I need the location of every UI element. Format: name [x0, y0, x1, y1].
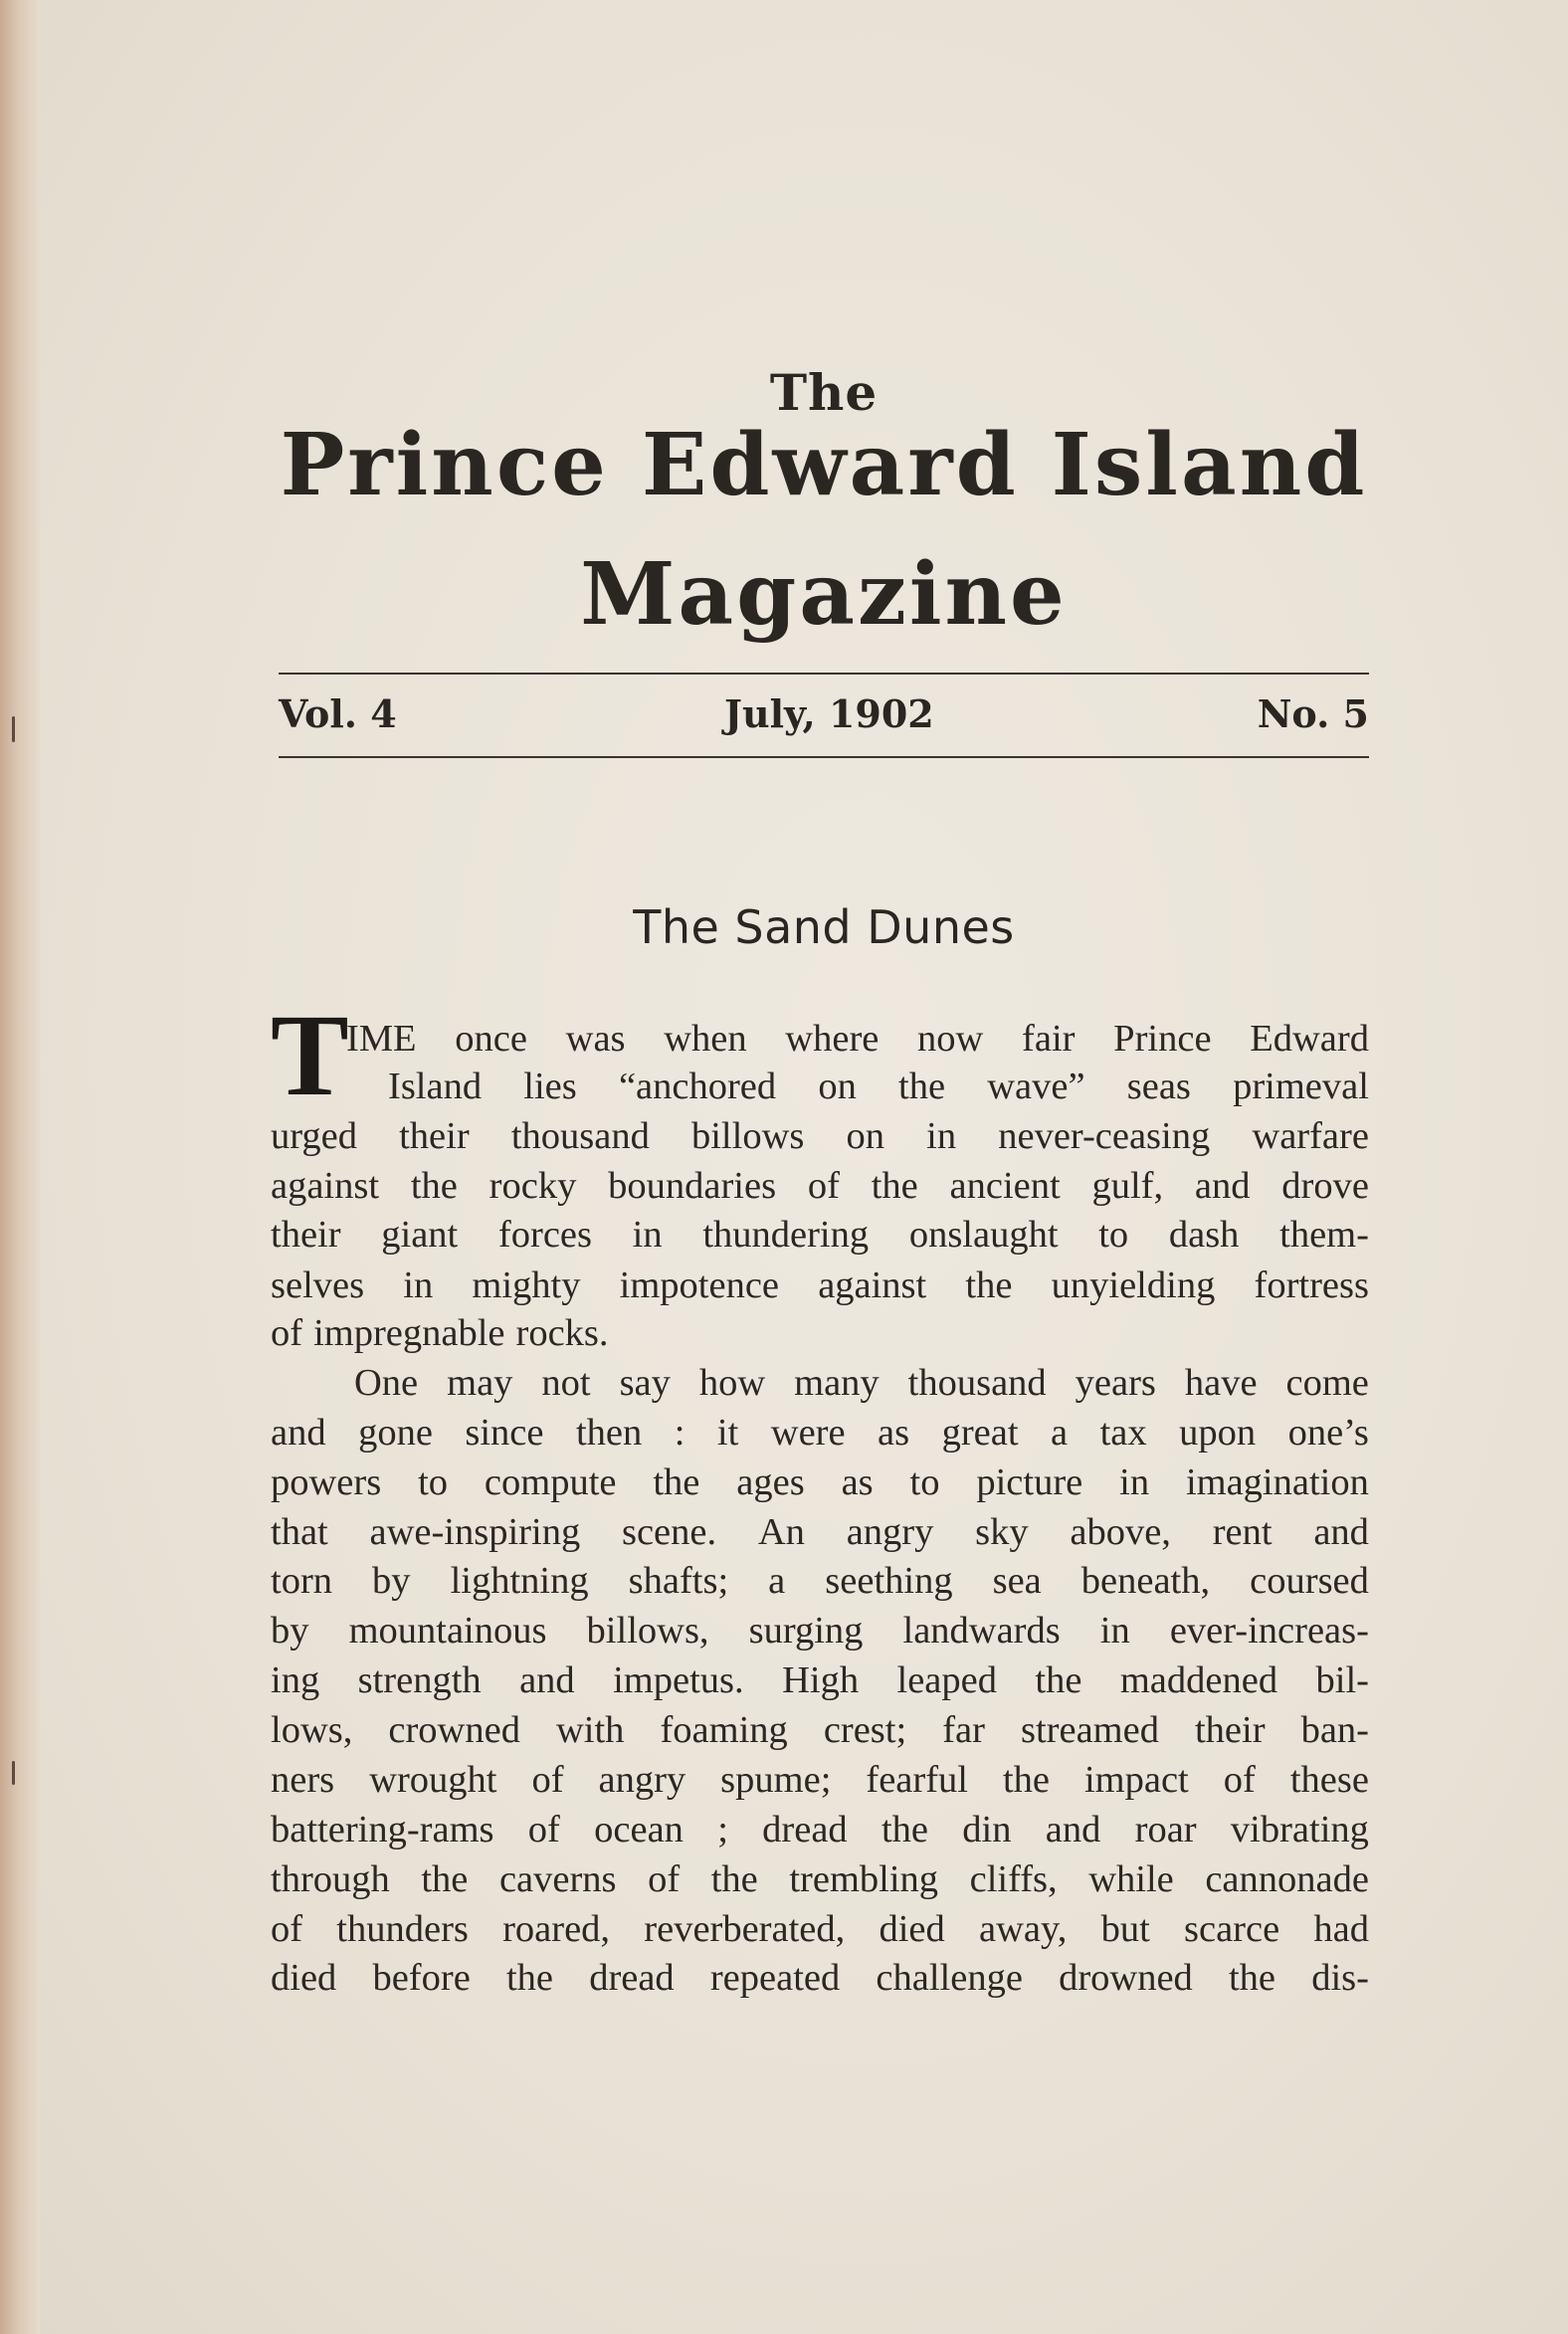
body-word: of	[527, 1809, 560, 1850]
body-word: fair	[1022, 1018, 1076, 1060]
body-word: foaming	[660, 1709, 788, 1751]
body-word: crest;	[823, 1709, 907, 1751]
body-word: sea	[992, 1560, 1042, 1602]
body-word: impregnable	[313, 1312, 505, 1354]
body-line	[271, 1758, 1369, 1802]
body-word: were	[770, 1412, 846, 1454]
body-word: seas	[1126, 1066, 1191, 1107]
body-word: to	[1098, 1214, 1129, 1256]
body-word: boundaries	[608, 1165, 777, 1207]
masthead-title-line-1: Prince Edward Island	[280, 415, 1368, 515]
body-word: tax	[1099, 1412, 1147, 1454]
body-word: seething	[825, 1560, 953, 1602]
body-word: High	[782, 1659, 860, 1701]
body-word: to	[418, 1461, 449, 1503]
body-word: of	[807, 1165, 840, 1207]
body-line	[271, 1460, 1369, 1504]
body-word: now	[917, 1018, 984, 1060]
body-line	[271, 1213, 1369, 1257]
body-word: that	[271, 1511, 328, 1553]
body-word: many	[794, 1362, 880, 1404]
body-word: the	[965, 1264, 1013, 1306]
body-word: say	[619, 1362, 671, 1404]
body-word: ing	[271, 1659, 320, 1701]
body-word: ;	[717, 1809, 728, 1850]
body-word: above,	[1070, 1511, 1171, 1553]
body-word: spume;	[720, 1759, 832, 1801]
body-word: years	[1075, 1362, 1156, 1404]
body-line	[271, 1114, 1369, 1158]
body-word: mighty	[472, 1264, 581, 1306]
body-word: died	[879, 1908, 945, 1950]
body-word: in	[1099, 1610, 1130, 1652]
body-word: and	[271, 1412, 326, 1454]
body-word: it	[716, 1412, 739, 1454]
body-word: battering-rams	[271, 1809, 494, 1850]
body-word: bil-	[1315, 1659, 1369, 1701]
body-word: their	[271, 1214, 341, 1256]
body-word: primeval	[1233, 1066, 1369, 1107]
body-word: as	[841, 1461, 874, 1503]
body-word: thousand	[510, 1115, 650, 1157]
body-word: by	[271, 1610, 309, 1652]
body-word: billows	[690, 1115, 805, 1157]
body-word: and	[1194, 1165, 1251, 1207]
body-word: “anchored	[618, 1066, 777, 1107]
body-word: fearful	[866, 1759, 968, 1801]
body-word: when	[664, 1018, 747, 1060]
body-word: cannonade	[1205, 1858, 1369, 1900]
body-word: come	[1285, 1362, 1369, 1404]
body-word: through	[271, 1858, 390, 1900]
issue-rule-top	[279, 673, 1369, 675]
body-word: landwards	[902, 1610, 1061, 1652]
body-word: ever-increas-	[1169, 1610, 1369, 1652]
page-binding-edge	[0, 0, 40, 2334]
body-word: impotence	[619, 1264, 780, 1306]
body-word: one’s	[1287, 1412, 1369, 1454]
body-line	[271, 1311, 1369, 1355]
body-word: the	[871, 1165, 918, 1207]
body-word: wrought	[369, 1759, 497, 1801]
body-word: lightning	[450, 1560, 589, 1602]
body-line	[271, 1559, 1369, 1603]
masthead-title-line-2: Magazine	[580, 544, 1068, 645]
body-word: ancient	[949, 1165, 1061, 1207]
body-line	[271, 1857, 1369, 1901]
body-word: the	[505, 1957, 554, 1999]
body-word: caverns	[498, 1858, 617, 1900]
drop-cap: T	[271, 990, 349, 1120]
body-word: was	[565, 1018, 626, 1060]
body-word: then	[575, 1412, 643, 1454]
body-word: of	[271, 1908, 303, 1950]
body-word: upon	[1179, 1412, 1257, 1454]
body-line	[271, 1510, 1369, 1554]
body-word: Island	[388, 1066, 483, 1107]
body-word: of	[1223, 1759, 1256, 1801]
body-word: urged	[271, 1115, 357, 1157]
body-word: thousand	[907, 1362, 1047, 1404]
body-word: din	[962, 1809, 1012, 1850]
body-word: leaped	[896, 1659, 997, 1701]
body-word: but	[1100, 1908, 1150, 1950]
body-word: reverberated,	[644, 1908, 846, 1950]
body-word: :	[674, 1412, 686, 1454]
body-word: lows,	[271, 1709, 353, 1751]
body-word: drowned	[1059, 1957, 1193, 1999]
body-word: dash	[1168, 1214, 1240, 1256]
binding-mark	[12, 1761, 15, 1785]
body-word: shafts;	[628, 1560, 729, 1602]
body-word: gulf,	[1091, 1165, 1164, 1207]
body-word: have	[1184, 1362, 1258, 1404]
body-line	[271, 1808, 1369, 1851]
body-word: picture	[976, 1461, 1083, 1503]
body-word: of	[531, 1759, 564, 1801]
body-word: away,	[979, 1908, 1068, 1950]
body-word: the	[898, 1066, 946, 1107]
body-word: impact	[1083, 1759, 1189, 1801]
body-word: crowned	[388, 1709, 520, 1751]
body-word: selves	[271, 1264, 365, 1306]
body-word: vibrating	[1230, 1809, 1369, 1850]
body-word: maddened	[1119, 1659, 1278, 1701]
body-word: onslaught	[908, 1214, 1059, 1256]
body-word: thunders	[336, 1908, 469, 1950]
body-line	[271, 1956, 1369, 2000]
body-word: dread	[762, 1809, 848, 1850]
body-word: once	[455, 1018, 527, 1060]
body-word: had	[1313, 1908, 1369, 1950]
body-line	[346, 1017, 1369, 1061]
body-word: impetus.	[613, 1659, 744, 1701]
body-word: angry	[846, 1511, 934, 1553]
body-word: how	[698, 1362, 766, 1404]
body-word: torn	[271, 1560, 333, 1602]
body-word: ocean	[594, 1809, 684, 1850]
issue-number: No. 5	[1257, 691, 1369, 736]
body-word: rocky	[489, 1165, 577, 1207]
body-word: ages	[736, 1461, 805, 1503]
body-word: strength	[357, 1659, 482, 1701]
body-word: ban-	[1300, 1709, 1369, 1751]
body-word: of	[648, 1858, 681, 1900]
body-word: against	[271, 1165, 380, 1207]
body-word: thundering	[702, 1214, 870, 1256]
body-word: imagination	[1185, 1461, 1369, 1503]
body-word: on	[846, 1115, 885, 1157]
body-word: may	[447, 1362, 513, 1404]
body-word: repeated	[709, 1957, 841, 1999]
body-word: these	[1289, 1759, 1369, 1801]
body-line	[271, 1609, 1369, 1653]
body-word: great	[941, 1412, 1019, 1454]
body-word: the	[881, 1809, 928, 1850]
body-word: died	[271, 1957, 337, 1999]
body-word: wave”	[987, 1066, 1085, 1107]
body-word: streamed	[1020, 1709, 1159, 1751]
body-word: not	[541, 1362, 591, 1404]
body-word: sky	[975, 1511, 1029, 1553]
body-word: where	[785, 1018, 880, 1060]
body-word: trembling	[789, 1858, 939, 1900]
body-word: powers	[271, 1461, 382, 1503]
body-word: since	[465, 1412, 544, 1454]
body-line	[271, 1708, 1369, 1752]
body-word: dread	[589, 1957, 675, 1999]
body-word: a	[768, 1560, 786, 1602]
body-word: in	[1119, 1461, 1150, 1503]
body-word: to	[909, 1461, 940, 1503]
body-word: gone	[358, 1412, 433, 1454]
body-word: rocks.	[515, 1312, 609, 1354]
body-word: in	[632, 1214, 663, 1256]
body-line	[271, 1164, 1369, 1208]
body-word: never-ceasing	[998, 1115, 1211, 1157]
body-word: before	[372, 1957, 471, 1999]
body-word: billows,	[586, 1610, 709, 1652]
body-word: as	[878, 1412, 910, 1454]
body-word: challenge	[876, 1957, 1023, 1999]
body-word: mountainous	[348, 1610, 547, 1652]
body-word: cliffs,	[969, 1858, 1058, 1900]
body-word: fortress	[1254, 1264, 1369, 1306]
body-word: awe-inspiring	[369, 1511, 581, 1553]
body-word: them-	[1279, 1214, 1369, 1256]
body-word: roar	[1134, 1809, 1197, 1850]
body-word: their	[1194, 1709, 1266, 1751]
body-word: Prince	[1113, 1018, 1212, 1060]
body-line	[271, 1658, 1369, 1702]
body-word: with	[555, 1709, 625, 1751]
body-word: warfare	[1252, 1115, 1369, 1157]
body-line	[354, 1361, 1369, 1405]
body-word: their	[399, 1115, 470, 1157]
body-word: scarce	[1184, 1908, 1280, 1950]
body-word: coursed	[1250, 1560, 1369, 1602]
issue-date: July, 1902	[724, 691, 934, 736]
body-word: ners	[271, 1759, 335, 1801]
body-word: of	[271, 1312, 303, 1354]
body-word: unyielding	[1051, 1264, 1216, 1306]
body-word: against	[818, 1264, 927, 1306]
body-word: and	[1045, 1809, 1101, 1850]
body-line	[388, 1065, 1369, 1108]
body-word: compute	[484, 1461, 617, 1503]
body-word: drove	[1281, 1165, 1369, 1207]
body-word: the	[1035, 1659, 1082, 1701]
body-word: the	[1228, 1957, 1276, 1999]
body-word: far	[942, 1709, 985, 1751]
body-word: One	[354, 1362, 419, 1404]
binding-mark	[12, 716, 15, 742]
body-word: IME	[346, 1018, 417, 1060]
article-title: The Sand Dunes	[633, 900, 1015, 954]
body-word: and	[1313, 1511, 1369, 1553]
body-word: the	[1002, 1759, 1050, 1801]
body-word: Edward	[1250, 1018, 1369, 1060]
masthead-the: The	[769, 363, 879, 422]
body-word: roared,	[502, 1908, 611, 1950]
body-word: the	[421, 1858, 469, 1900]
body-word: rent	[1212, 1511, 1273, 1553]
body-word: beneath,	[1080, 1560, 1211, 1602]
body-word: angry	[598, 1759, 686, 1801]
body-line	[271, 1907, 1369, 1951]
body-word: surging	[748, 1610, 864, 1652]
body-word: and	[519, 1659, 575, 1701]
issue-rule-bottom	[279, 756, 1369, 758]
body-word: in	[926, 1115, 957, 1157]
volume-label: Vol. 4	[279, 691, 397, 736]
body-word: a	[1051, 1412, 1069, 1454]
body-word: by	[372, 1560, 411, 1602]
body-word: lies	[523, 1066, 577, 1107]
body-line	[271, 1264, 1369, 1307]
body-word: while	[1088, 1858, 1174, 1900]
body-word: the	[710, 1858, 758, 1900]
issue-info-bar	[279, 691, 1369, 741]
body-word: in	[403, 1264, 434, 1306]
body-word: scene.	[621, 1511, 717, 1553]
body-line	[271, 1411, 1369, 1455]
body-word: forces	[497, 1214, 592, 1256]
body-word: giant	[381, 1214, 459, 1256]
body-word: the	[410, 1165, 458, 1207]
body-word: the	[653, 1461, 700, 1503]
body-word: dis-	[1311, 1957, 1369, 1999]
body-word: on	[818, 1066, 857, 1107]
body-word: An	[757, 1511, 805, 1553]
